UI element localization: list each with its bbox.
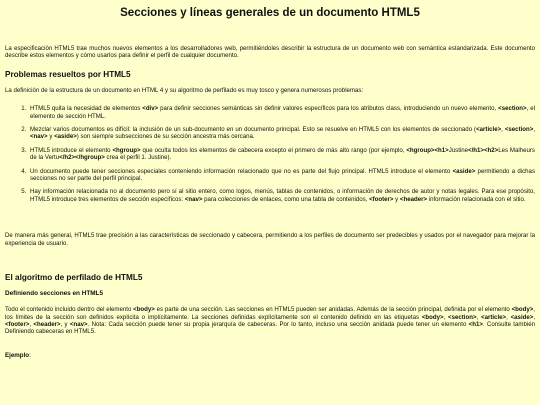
- code-tag-text: </h1><h2>: [468, 146, 499, 154]
- code-tag-text: <body>: [133, 306, 155, 314]
- code-tag-text: <hgroup><h1>: [406, 146, 449, 154]
- text-segment: que oculta todos los elementos de cabecera excepto el primero de más alto rango (por ejemplo,: [140, 146, 407, 154]
- code-tag-text: <footer>: [5, 320, 30, 328]
- text-segment: ,: [501, 126, 505, 134]
- code-tag-text: <nav>: [69, 320, 88, 328]
- text-segment: ) son siempre subsecciones de su sección ancestra más cercana.: [76, 133, 255, 141]
- text-segment: , los límites de la sección son definidos explícita o implícitamente. La secciones definidas explícitamente son el contenido definido en las etiquetas: [5, 306, 535, 321]
- text-segment: . Consulte también Definiendo cabeceras en HTML5.: [5, 320, 535, 336]
- code-tag-text: <nav>: [184, 195, 203, 203]
- text-segment: permitiendo a dichas secciones no ser parte del perfil principal.: [30, 167, 535, 183]
- intro-paragraph: La especificación HTML5 trae muchos nuevos elementos a los desarrolladores web, permitiéndoles describir la estructura de un documento web con semántica estandarizada. Este documento describe estos elementos y cómo usarlos para definir el perfil de cualquier documento.: [5, 45, 535, 60]
- text-segment: Hay información relacionada no al documento pero sí al sitio entero, como logos, menús, tablas de contenidos, o información de derechos de autor y notas legales. Para ese propósito, HTML5 introduce tres elementos de sección específicos:: [30, 188, 535, 203]
- problems-intro-paragraph: La definición de la estructura de un documento en HTML 4 y su algoritmo de perfilado es muy tosco y genera numerosos problemas:: [5, 86, 364, 94]
- code-tag-text: <aside>: [452, 167, 476, 175]
- code-tag-text: <article>: [476, 126, 502, 134]
- text-segment: Mezclar varios documentos es difícil: la inclusión de un sub-documento en un documento principal. Esto se resuelve en HTML5 con los elementos de seccionado (: [30, 126, 477, 134]
- code-tag-text: </h2></hgroup>: [59, 154, 105, 162]
- code-tag-text: <section>: [448, 313, 477, 321]
- text-segment: ,: [533, 126, 535, 134]
- text-segment: información relacionada con el sitio.: [427, 195, 526, 203]
- list-item: [28, 105, 535, 120]
- subsection-heading-defining-sections: Definiendo secciones en HTML5: [5, 290, 104, 298]
- example-label: [5, 352, 535, 359]
- code-tag-text: <nav>: [30, 133, 48, 141]
- code-tag-text: <hgroup>: [112, 146, 141, 154]
- text-segment: ,: [506, 313, 511, 321]
- code-tag-text: <header>: [399, 195, 428, 203]
- code-tag-text: <aside>: [54, 133, 77, 141]
- text-segment: , y: [60, 320, 70, 328]
- text-segment: HTML5 introduce el elemento: [30, 146, 113, 154]
- sections-paragraph: [5, 306, 535, 336]
- text-segment: . Nota: Cada sección puede tener su propia jerarquía de cabeceras. Por lo tanto, incluso una sección anidada puede tener un elemento: [87, 320, 469, 328]
- problems-list: [5, 105, 535, 203]
- text-segment: ,: [476, 313, 482, 321]
- text-segment: ,: [29, 320, 34, 328]
- text-segment: y: [47, 133, 55, 141]
- text-segment: crea el perfil 1. Justine).: [104, 154, 172, 162]
- code-tag-text: <section>: [498, 105, 527, 113]
- list-item: [28, 168, 535, 183]
- text-segment: Justine: [448, 146, 469, 154]
- text-segment: es parte de una sección. Las secciones en HTML5 pueden ser anidadas. Además de la sección principal, definida por el elemento: [154, 306, 512, 314]
- text-segment: ,: [443, 313, 449, 321]
- text-segment: para definir secciones semánticas sin definir valores específicos para los atributos class, introduciendo un nuevo elemento,: [158, 105, 499, 113]
- text-segment: HTML5 quita la necesidad de elementos: [30, 105, 143, 113]
- code-tag-text: <body>: [511, 306, 534, 314]
- text-segment: Todo el contenido incluido dentro del elemento: [5, 306, 134, 314]
- code-tag-text: <header>: [33, 320, 61, 328]
- text-segment: Un documento puede tener secciones especiales conteniendo información relacionado que no es parte del flujo principal. HTML5 introduce el elemento: [30, 167, 453, 175]
- code-tag-text: <div>: [142, 105, 159, 113]
- code-tag-text: <aside>: [510, 313, 534, 321]
- list-item: [28, 126, 535, 141]
- example-label-text: Ejemplo: [5, 351, 30, 359]
- list-item: [28, 147, 535, 162]
- code-tag-text: <section>: [504, 126, 534, 134]
- text-segment: para colecciones de enlaces, como una tabla de contenidos,: [202, 195, 370, 203]
- code-tag-text: <article>: [481, 313, 507, 321]
- summary-paragraph: De manera más general, HTML5 trae precisión a las características de seccionado y cabecera, permitiendo a los perfiles de documento ser predecibles y usados por el navegador para mejorar la experiencia de usuario.: [5, 232, 535, 247]
- text-segment: , el elemento de sección HTML.: [30, 105, 535, 120]
- code-tag-text: <footer>: [369, 195, 394, 203]
- text-segment: Les Malheurs de la Vertu: [30, 146, 535, 162]
- example-label-colon: :: [29, 351, 31, 359]
- code-tag-text: <h1>: [468, 320, 483, 328]
- text-segment: y: [393, 195, 400, 203]
- page-title: Secciones y líneas generales de un documento HTML5: [120, 7, 420, 19]
- text-segment: ,: [533, 313, 536, 321]
- section-heading-problems: Problemas resueltos por HTML5: [5, 69, 131, 79]
- section-heading-algorithm: El algoritmo de perfilado de HTML5: [5, 273, 143, 283]
- code-tag-text: <body>: [421, 313, 444, 321]
- list-item: [28, 188, 535, 203]
